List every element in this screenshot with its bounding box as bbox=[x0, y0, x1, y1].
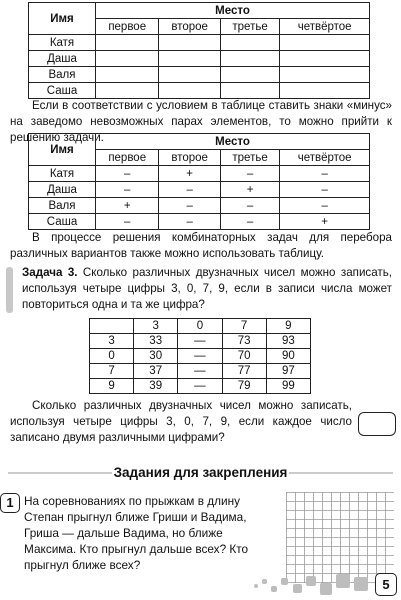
table-cell: – bbox=[159, 198, 220, 214]
name-header: Имя bbox=[29, 3, 96, 35]
table-cell: — bbox=[178, 379, 222, 394]
table-cell: — bbox=[178, 364, 222, 379]
task-marker-bar bbox=[6, 267, 13, 313]
table-cell: – bbox=[280, 198, 370, 214]
solved-placement-table bbox=[28, 133, 370, 230]
row-name: Валя bbox=[29, 67, 96, 83]
row-name: Даша bbox=[29, 182, 96, 198]
table-cell: 90 bbox=[266, 349, 310, 364]
column-header: четвёртое bbox=[280, 150, 370, 166]
table-cell: 97 bbox=[266, 364, 310, 379]
table-cell: 73 bbox=[222, 334, 266, 349]
row-header: 9 bbox=[90, 379, 134, 394]
row-name: Саша bbox=[29, 214, 96, 230]
answer-box[interactable] bbox=[358, 412, 396, 436]
table-cell: 79 bbox=[222, 379, 266, 394]
column-header: второе bbox=[159, 19, 220, 35]
table-cell: 39 bbox=[134, 379, 178, 394]
row-name: Катя bbox=[29, 35, 96, 51]
table-cell: – bbox=[96, 214, 159, 230]
table-cell: — bbox=[178, 334, 222, 349]
table-cell: + bbox=[220, 182, 279, 198]
table-cell: – bbox=[96, 182, 159, 198]
table-cell: 93 bbox=[266, 334, 310, 349]
column-header: первое bbox=[96, 150, 159, 166]
exercise-number-badge: 1 bbox=[0, 493, 20, 513]
place-header: Место bbox=[96, 134, 370, 150]
row-name: Даша bbox=[29, 51, 96, 67]
table-cell: 30 bbox=[134, 349, 178, 364]
empty-placement-table bbox=[28, 2, 370, 99]
table-cell: – bbox=[280, 166, 370, 182]
row-name: Саша bbox=[29, 83, 96, 99]
table-cell: – bbox=[220, 166, 279, 182]
table-cell: 37 bbox=[134, 364, 178, 379]
section-title: Задания для закрепления bbox=[113, 465, 288, 480]
task-text: Сколько различных двузначных чисел можно записать, используя четыре цифры 3, 0, 7, 9, если в записи числа может повториться одна и та же цифра? bbox=[22, 266, 392, 311]
name-header: Имя bbox=[29, 134, 96, 166]
paragraph: В процессе решения комбинаторных задач для перебора различных вариантов также можно использовать таблицу. bbox=[10, 231, 392, 260]
two-digit-numbers-table bbox=[89, 318, 311, 394]
exercise-text: На соревнованиях по прыжкам в длину Степан прыгнул ближе Гриши и Вадима, Гриша — дальше Вадима, но ближе Максима. Кто прыгнул дальше всех? Кто прыгнул ближе всех? bbox=[24, 494, 249, 572]
task-3 bbox=[22, 265, 392, 313]
table-cell: + bbox=[96, 198, 159, 214]
table-cell: – bbox=[159, 182, 220, 198]
answer-grid[interactable] bbox=[286, 492, 394, 583]
table-cell: — bbox=[178, 349, 222, 364]
table-cell: + bbox=[159, 166, 220, 182]
table-cell bbox=[90, 319, 134, 334]
table-cell: 99 bbox=[266, 379, 310, 394]
column-header: первое bbox=[96, 19, 159, 35]
column-header: третье bbox=[220, 19, 279, 35]
table-cell: – bbox=[220, 198, 279, 214]
question: Сколько различных двузначных чисел можно записать, используя четыре цифры 3, 0, 7, 9, если каждое число записано двумя различными цифрами? bbox=[10, 399, 352, 444]
table-cell: + bbox=[280, 214, 370, 230]
table-cell: – bbox=[159, 214, 220, 230]
row-header: 7 bbox=[90, 364, 134, 379]
table-cell: – bbox=[280, 182, 370, 198]
column-header: 3 bbox=[134, 319, 178, 334]
column-header: 7 bbox=[222, 319, 266, 334]
column-header: 9 bbox=[266, 319, 310, 334]
row-header: 0 bbox=[90, 349, 134, 364]
page-number: 5 bbox=[375, 573, 397, 596]
column-header: 0 bbox=[178, 319, 222, 334]
row-name: Катя bbox=[29, 166, 96, 182]
table-cell: 33 bbox=[134, 334, 178, 349]
place-header: Место bbox=[96, 3, 370, 19]
task-label: Задача 3. bbox=[22, 266, 78, 279]
column-header: второе bbox=[159, 150, 220, 166]
table-cell: 70 bbox=[222, 349, 266, 364]
row-name: Валя bbox=[29, 198, 96, 214]
table-cell: – bbox=[220, 214, 279, 230]
row-header: 3 bbox=[90, 334, 134, 349]
column-header: третье bbox=[220, 150, 279, 166]
paragraph: Если в соответствии с условием в таблице ставить знаки «минус» на заведомо невозможных парах элементов, то можно прийти к решению задачи. bbox=[10, 99, 392, 144]
table-cell: – bbox=[96, 166, 159, 182]
column-header: четвёртое bbox=[280, 19, 370, 35]
table-cell: 77 bbox=[222, 364, 266, 379]
